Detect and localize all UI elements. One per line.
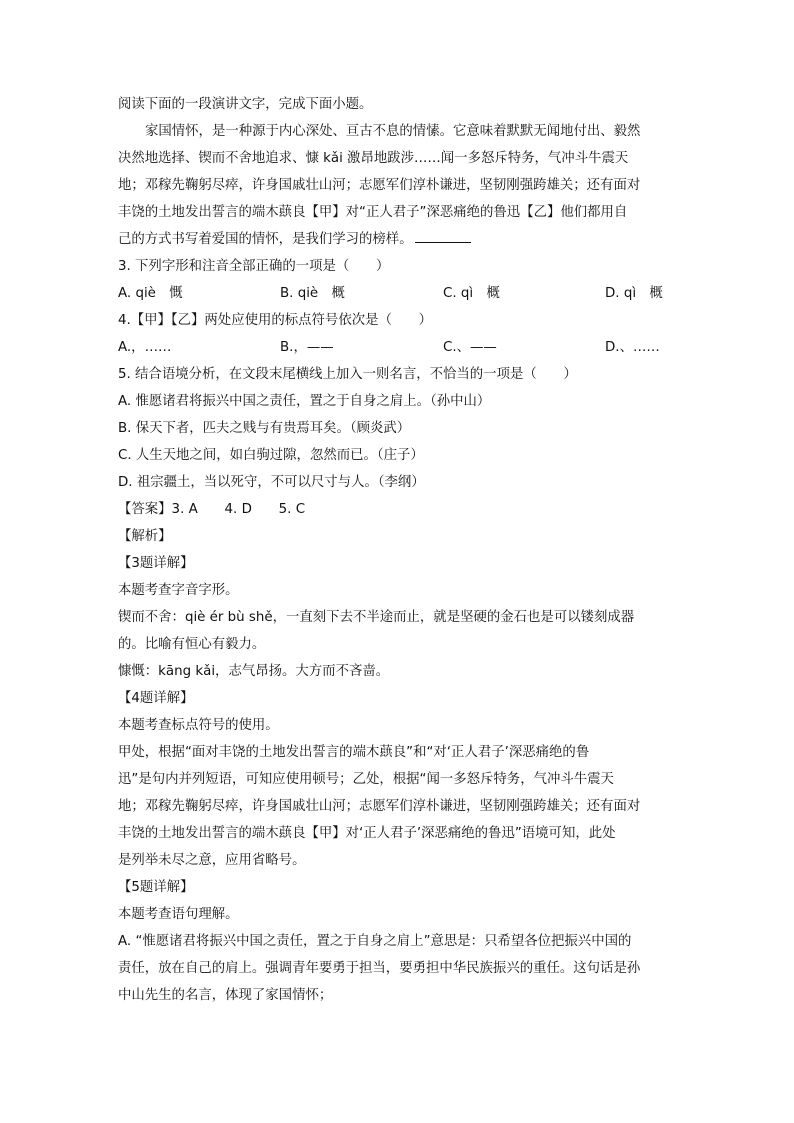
option-a: A. qiè 慨 (118, 286, 183, 301)
question-3-detail-heading: 【3题详解】 (118, 556, 194, 571)
question-3-options (118, 280, 678, 307)
detail-line: 丰饶的土地发出誓言的端木蕻良【甲】对‘正人君子’深恶痛绝的鲁迅”语境可知，此处 (118, 826, 616, 841)
option-a: A. 惟愿诸君将振兴中国之责任，置之于自身之肩上。（孙中山） (118, 394, 491, 409)
detail-line: 本题考查标点符号的使用。 (118, 718, 279, 733)
option-d: D.、…… (605, 340, 660, 355)
detail-line: 的。比喻有恒心有毅力。 (118, 637, 266, 652)
passage-line: 地；邓稼先鞠躬尽瘁，许身国戚壮山河；志愿军们淳朴谦进，坚韧刚强跨雄关；还有面对 (118, 178, 641, 193)
document-page (118, 91, 678, 1009)
passage-line: 决然地选择、锲而不舍地追求、慷 kǎi 激昂地跋涉……闻一多怒斥特务，气冲斗牛震天 (118, 151, 629, 166)
detail-line: 锲而不舍：qiè ér bù shě，一直刻下去不半途而止，就是坚硬的金石也是可以镂刻成器 (118, 610, 635, 625)
detail-line: 中山先生的名言，体现了家国情怀； (118, 988, 333, 1003)
answer-key: 【答案】3. A 4. D 5. C (118, 502, 306, 517)
detail-line: 本题考查字音字形。 (118, 583, 239, 598)
option-d: D. 祖宗疆土，当以死守，不可以尺寸与人。（李纲） (118, 475, 425, 490)
detail-line: 责任，放在自己的肩上。强调青年要勇于担当，要勇担中华民族振兴的重任。这句话是孙 (118, 961, 641, 976)
option-a: A.，…… (118, 340, 172, 355)
detail-line: A. “惟愿诸君将振兴中国之责任，置之于自身之肩上”意思是：只希望各位把振兴中国的 (118, 934, 632, 949)
detail-line: 本题考查语句理解。 (118, 907, 239, 922)
question-4-options (118, 334, 678, 361)
option-d: D. qì 概 (605, 286, 663, 301)
passage-line: 己的方式书写着爱国的情怀，是我们学习的榜样。 (118, 232, 413, 247)
detail-line: 甲处，根据“面对丰饶的土地发出誓言的端木蕻良”和“对‘正人君子’深恶痛绝的鲁 (118, 745, 590, 760)
passage-line-last (118, 226, 678, 253)
option-b: B. 保天下者，匹夫之贱与有贵焉耳矣。（顾炎武） (118, 421, 411, 436)
detail-line: 是列举未尽之意，应用省略号。 (118, 853, 306, 868)
passage-line: 丰饶的土地发出誓言的端木蕻良【甲】对“正人君子”深恶痛绝的鲁迅【乙】他们都用自 (118, 205, 628, 220)
option-b: B.，—— (280, 340, 334, 355)
detail-line: 迅”是句内并列短语，可知应使用顿号；乙处，根据“闻一多怒斥特务，气冲斗牛震天 (118, 772, 614, 787)
question-5-detail-heading: 【5题详解】 (118, 880, 194, 895)
reading-instruction: 阅读下面的一段演讲文字，完成下面小题。 (118, 97, 373, 112)
option-c: C. 人生天地之间，如白驹过隙，忽然而已。（庄子） (118, 448, 424, 463)
detail-line: 慷慨：kāng kǎi，志气昂扬。大方而不吝啬。 (118, 664, 390, 679)
passage (118, 118, 678, 253)
answer-blank (415, 227, 471, 243)
analysis-heading: 【解析】 (118, 529, 172, 544)
detail-line: 地；邓稼先鞠躬尽瘁，许身国戚壮山河；志愿军们淳朴谦进，坚韧刚强跨雄关；还有面对 (118, 799, 641, 814)
question-4-detail-heading: 【4题详解】 (118, 691, 194, 706)
passage-line: 家国情怀，是一种源于内心深处、亘古不息的情愫。它意味着默默无闻地付出、毅然 (145, 124, 641, 139)
option-c: C.、—— (443, 340, 497, 355)
option-c: C. qì 概 (443, 286, 500, 301)
question-3-stem: 3. 下列字形和注音全部正确的一项是（ ） (118, 259, 390, 274)
question-5-stem: 5. 结合语境分析，在文段末尾横线上加入一则名言，不恰当的一项是（ ） (118, 367, 577, 382)
option-b: B. qiè 概 (280, 286, 345, 301)
question-4-stem: 4.【甲】【乙】两处应使用的标点符号依次是（ ） (118, 313, 433, 328)
